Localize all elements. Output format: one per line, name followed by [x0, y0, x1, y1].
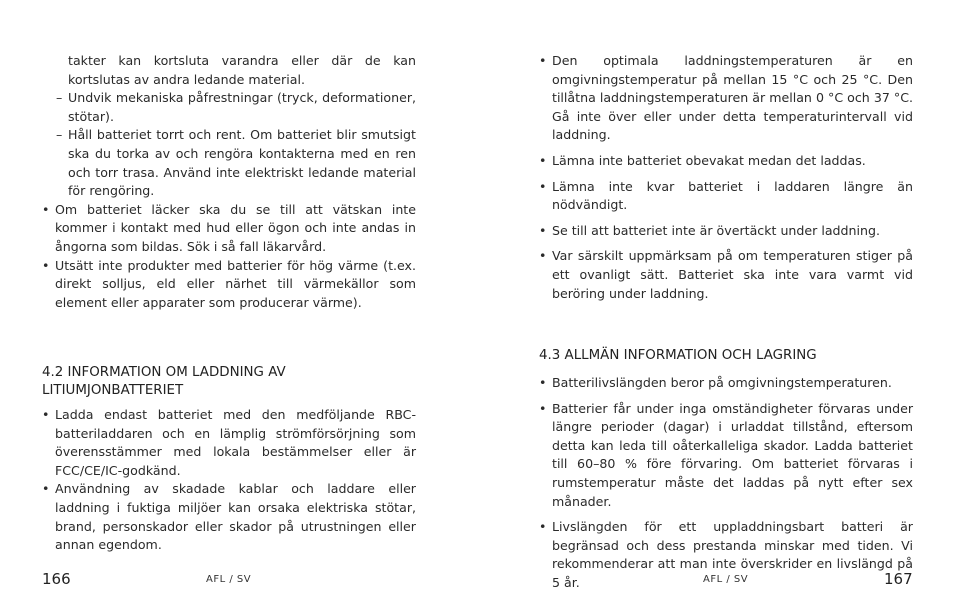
bullet-icon: • — [42, 201, 50, 217]
list-item — [42, 406, 416, 480]
bullet-icon: • — [42, 407, 50, 422]
list-item-text: Lämna inte batteriet obevakat medan det laddas. — [552, 152, 866, 168]
list-item — [539, 152, 913, 171]
footer-label-right: AFL / SV — [703, 574, 749, 585]
bullet-icon: • — [539, 375, 547, 390]
bullet-icon: • — [42, 481, 50, 497]
continuation-text: takter kan kortsluta varandra eller där de kan kortslutas av andra ledande material. — [68, 53, 416, 87]
list-item-text: Se till att batteriet inte är övertäckt under laddning. — [552, 222, 880, 238]
list-item-text: Användning av skadade kablar och laddare eller laddning i fuktiga miljöer kan orsaka elektriska stötar, brand, personskador eller skador på utrustningen eller annan egendom. — [55, 481, 416, 553]
right-page-body — [539, 52, 913, 303]
list-item-text: Batterier får under inga omständigheter förvaras under längre perioder (dagar) i urladdat tillstånd, eftersom detta kan leda till oåterkalleliga skador. Ladda batteriet till 60–80 % före förvaring. Om batteriet förvaras i rumstemperatur måste det laddas på nytt efter sex månader. — [552, 400, 913, 509]
bullet-icon: • — [539, 53, 547, 68]
bullet-icon: • — [539, 222, 547, 238]
list-item — [42, 257, 416, 313]
dash-icon: – — [56, 90, 63, 106]
section-heading-line: 4.2 INFORMATION OM LADDNING AV — [42, 365, 286, 380]
dash-item-text: Håll batteriet torrt och rent. Om batteriet blir smutsigt ska du torka av och rengöra kontakterna med en ren och torr trasa. Använd inte elektriskt ledande material för rengöring. — [68, 127, 416, 199]
list-item-text: Ladda endast batteriet med den medföljande RBC-batteriladdaren och en lämplig strömförsörjning som överensstämmer med lokala bestämmelser eller är FCC/CE/IC-godkänd. — [55, 407, 416, 478]
bullet-icon: • — [539, 248, 547, 264]
list-item-text: Livslängden för ett uppladdningsbart batteri är begränsad och dess prestanda minskar med tiden. Vi rekommenderar att man inte överskrider en livslängd på 5 år. — [552, 519, 913, 590]
bullet-icon: • — [539, 400, 547, 416]
bullet-icon: • — [42, 257, 50, 273]
list-item — [539, 52, 913, 145]
list-item-text: Var särskilt uppmärksam på om temperaturen stiger på ett ovanligt sätt. Batteriet ska inte vara varmt vid beröring under laddning. — [552, 248, 913, 301]
section-heading-4-3: 4.3 ALLMÄN INFORMATION OCH LAGRING — [539, 348, 817, 363]
section-heading-4-2 — [42, 364, 416, 399]
dash-item — [42, 126, 416, 200]
dash-item-text: Undvik mekaniska påfrestningar (tryck, deformationer, stötar). — [68, 90, 416, 124]
dash-icon: – — [56, 127, 63, 143]
bullet-icon: • — [539, 519, 547, 535]
page-number-right: 167 — [884, 570, 913, 588]
list-item-text: Lämna inte kvar batteriet i laddaren längre än nödvändigt. — [552, 178, 913, 213]
list-item-text: Batterilivslängden beror på omgivningstemperaturen. — [552, 375, 892, 390]
page-number-left: 166 — [42, 570, 71, 588]
list-item — [539, 178, 913, 215]
list-item — [42, 201, 416, 257]
list-item-text: Den optimala laddningstemperaturen är en omgivningstemperatur på mellan 15 °C och 25 °C. Den tillåtna laddningstemperaturen är mellan 0 °C och 37 °C. Gå inte över eller under detta temperaturintervall vid laddning. — [552, 53, 913, 143]
section-4-2-body — [42, 406, 416, 555]
left-page-body — [42, 52, 416, 312]
list-item — [42, 480, 416, 554]
bullet-icon: • — [539, 178, 547, 194]
footer-label-left: AFL / SV — [206, 574, 252, 585]
list-item — [539, 222, 913, 241]
dash-item — [42, 89, 416, 126]
section-heading-line: LITIUMJONBATTERIET — [42, 382, 184, 398]
list-item-text: Utsätt inte produkter med batterier för hög värme (t.ex. direkt solljus, eld eller närhet till värmekällor som element eller apparater som producerar värme). — [55, 257, 416, 310]
bullet-icon: • — [539, 152, 547, 168]
list-item — [539, 400, 913, 512]
list-item-text: Om batteriet läcker ska du se till att vätskan inte kommer i kontakt med hud eller ögon och inte andas in ångorna som bildas. Sök i så fall läkarvård. — [55, 201, 416, 254]
list-item — [539, 374, 913, 393]
section-4-3-body — [539, 374, 913, 593]
list-item — [539, 247, 913, 303]
